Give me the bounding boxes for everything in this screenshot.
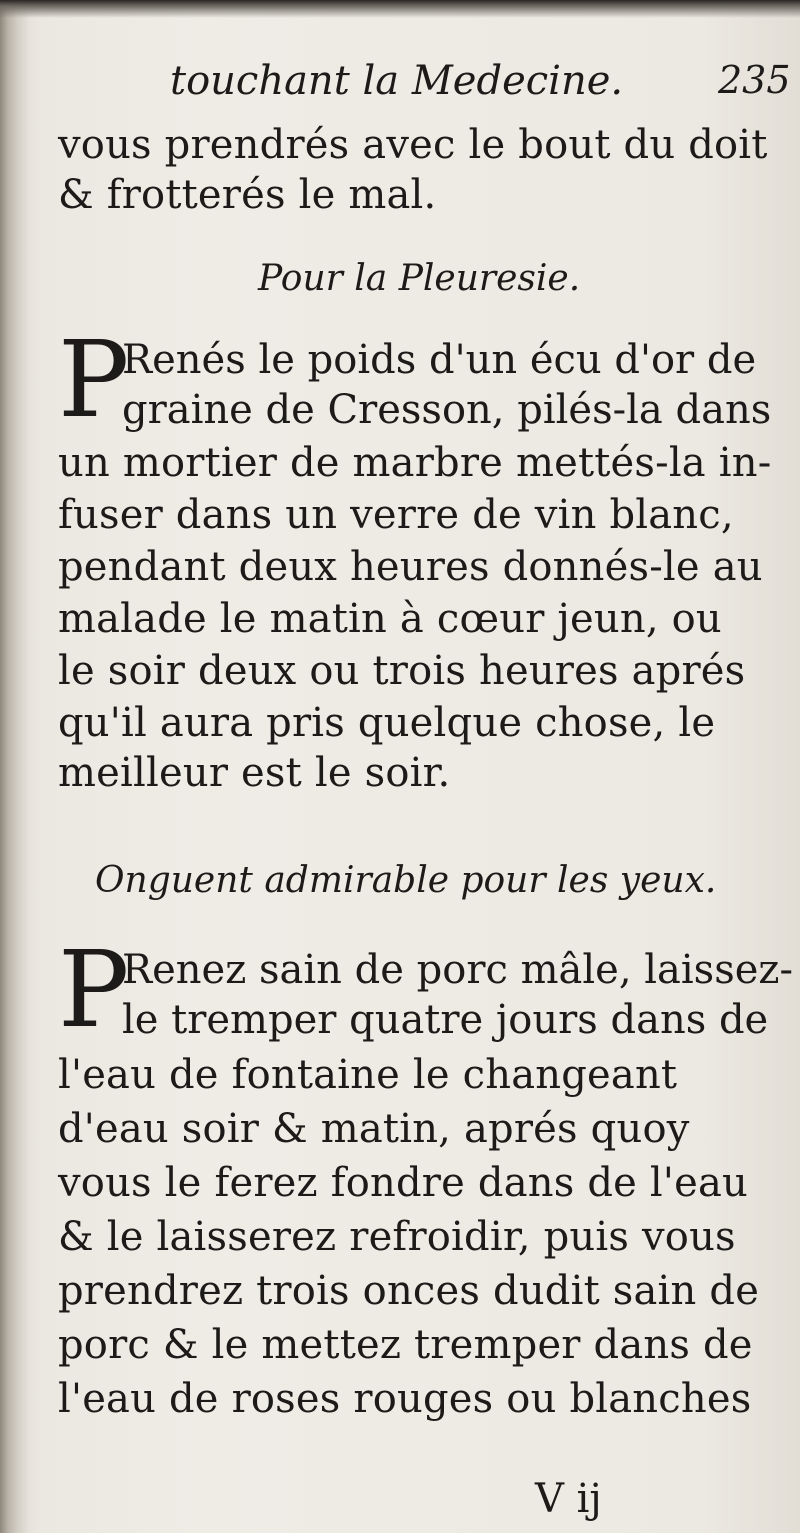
- text-line: prendrez trois onces dudit sain de: [58, 1268, 760, 1314]
- text-line: meilleur est le soir.: [58, 750, 451, 796]
- page-number: 235: [718, 58, 791, 102]
- text-line: l'eau de roses rouges ou blanches: [58, 1376, 752, 1422]
- text-line: pendant deux heures donnés-le au: [58, 544, 763, 590]
- text-line: un mortier de marbre mettés-la in-: [58, 440, 772, 486]
- section-title: Onguent admirable pour les yeux.: [95, 860, 717, 901]
- text-line: porc & le mettez tremper dans de: [58, 1322, 753, 1368]
- binding-edge: [0, 0, 28, 1533]
- top-shadow: [0, 0, 800, 18]
- text-line: vous le ferez fondre dans de l'eau: [58, 1160, 749, 1206]
- text-line: qu'il aura pris quelque chose, le: [58, 700, 716, 746]
- drop-cap: P: [58, 318, 130, 441]
- drop-cap: P: [58, 928, 130, 1051]
- text-line: l'eau de fontaine le changeant: [58, 1052, 678, 1098]
- text-line: & frotterés le mal.: [58, 172, 437, 218]
- text-line: graine de Cresson, pilés-la dans: [122, 387, 772, 433]
- text-line: vous prendrés avec le bout du doit: [58, 122, 768, 168]
- text-line: fuser dans un verre de vin blanc,: [58, 492, 734, 538]
- text-line: d'eau soir & matin, aprés quoy: [58, 1106, 690, 1152]
- signature-mark: V ij: [535, 1476, 602, 1522]
- text-line: le soir deux ou trois heures aprés: [58, 648, 746, 694]
- text-line: le tremper quatre jours dans de: [122, 997, 769, 1043]
- text-line: & le laisserez refroidir, puis vous: [58, 1214, 736, 1260]
- text-line: malade le matin à cœur jeun, ou: [58, 596, 722, 642]
- section-title: Pour la Pleuresie.: [258, 258, 581, 299]
- running-title: touchant la Medecine.: [170, 58, 624, 104]
- text-line: Renés le poids d'un écu d'or de: [122, 337, 757, 383]
- text-line: Renez sain de porc mâle, laissez-: [122, 947, 793, 993]
